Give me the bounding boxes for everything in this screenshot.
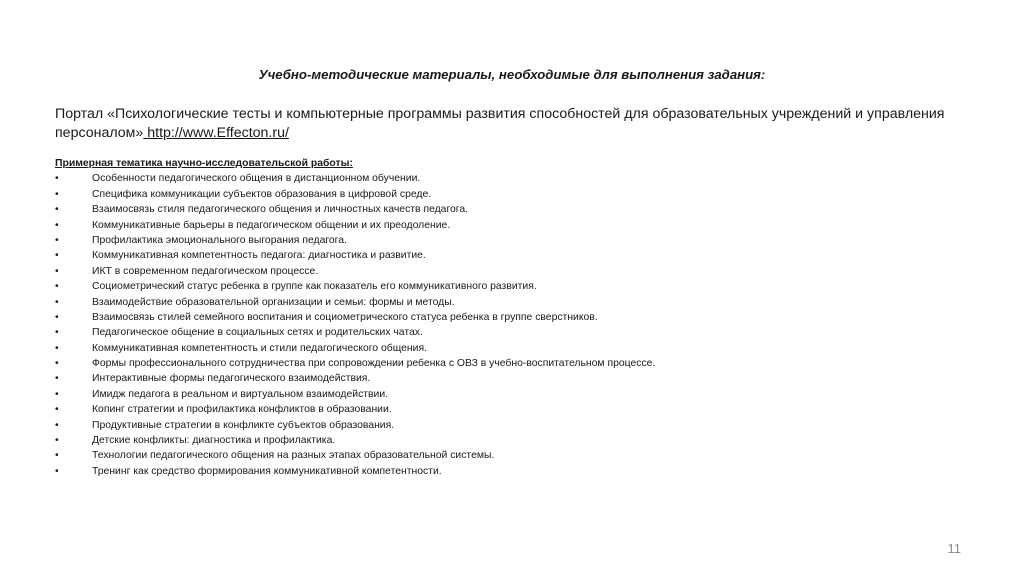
bullet-icon: • [55, 358, 59, 370]
list-item-text: Взаимодействие образовательной организации и семьи: формы и методы. [92, 296, 455, 308]
list-item [55, 433, 975, 448]
list-item-text: Тренинг как средство формирования коммуникативной компетентности. [92, 465, 442, 477]
list-item-text: Интерактивные формы педагогического взаимодействия. [92, 373, 371, 385]
list-item [55, 295, 975, 310]
list-item-text: Взаимосвязь стилей семейного воспитания и социометрического статуса ребенка в группе сверстников. [92, 311, 598, 323]
list-item [55, 264, 975, 279]
list-item [55, 402, 975, 417]
list-item [55, 464, 975, 479]
list-item [55, 371, 975, 386]
list-item [55, 341, 975, 356]
list-item-text: Коммуникативные барьеры в педагогическом общении и их преодоление. [92, 219, 451, 231]
list-item [55, 187, 975, 202]
bullet-icon: • [55, 404, 59, 416]
bullet-icon: • [55, 327, 59, 339]
bullet-icon: • [55, 250, 59, 262]
topic-list [55, 171, 975, 479]
portal-paragraph [55, 105, 975, 143]
list-item-text: Коммуникативная компетентность и стили педагогического общения. [92, 342, 427, 354]
page-number: 11 [947, 541, 961, 556]
list-item [55, 325, 975, 340]
list-item [55, 418, 975, 433]
list-item [55, 171, 975, 186]
topics-title: Примерная тематика научно-исследовательской работы: [55, 158, 353, 169]
topics-section [55, 156, 975, 479]
portal-text: Портал «Психологические тесты и компьютерные программы развития способностей для образовательных учреждений и управления персоналом» [55, 106, 945, 141]
list-item-text: ИКТ в современном педагогическом процессе. [92, 265, 319, 277]
bullet-icon: • [55, 234, 59, 246]
materials-heading: Учебно-методические материалы, необходимые для выполнения задания: [258, 67, 766, 82]
list-item [55, 356, 975, 371]
bullet-icon: • [55, 388, 59, 400]
list-item [55, 310, 975, 325]
list-item [55, 387, 975, 402]
list-item [55, 279, 975, 294]
bullet-icon: • [55, 435, 59, 447]
bullet-icon: • [55, 188, 59, 200]
list-item-text: Особенности педагогического общения в дистанционном обучении. [92, 173, 421, 185]
list-item-text: Социометрический статус ребенка в группе как показатель его коммуникативного развития. [92, 281, 537, 293]
list-item-text: Специфика коммуникации субъектов образования в цифровой среде. [92, 188, 432, 200]
portal-link[interactable]: http://www.Effecton.ru/ [143, 125, 289, 141]
list-item-text: Детские конфликты: диагностика и профилактика. [92, 435, 336, 447]
bullet-icon: • [55, 311, 59, 323]
bullet-icon: • [55, 219, 59, 231]
bullet-icon: • [55, 465, 59, 477]
bullet-icon: • [55, 204, 59, 216]
list-item-text: Коммуникативная компетентность педагога: диагностика и развитие. [92, 250, 426, 262]
list-item-text: Педагогическое общение в социальных сетях и родительских чатах. [92, 327, 423, 339]
list-item [55, 218, 975, 233]
list-item-text: Копинг стратегии и профилактика конфликтов в образовании. [92, 404, 392, 416]
bullet-icon: • [55, 450, 59, 462]
list-item-text: Профилактика эмоционального выгорания педагога. [92, 234, 347, 246]
list-item-text: Имидж педагога в реальном и виртуальном взаимодействии. [92, 388, 389, 400]
list-item [55, 233, 975, 248]
list-item [55, 202, 975, 217]
list-item-text: Продуктивные стратегии в конфликте субъектов образования. [92, 419, 395, 431]
list-item-text: Формы профессионального сотрудничества при сопровождении ребенка с ОВЗ в учебно-воспитательном процессе. [92, 358, 656, 370]
bullet-icon: • [55, 265, 59, 277]
bullet-icon: • [55, 373, 59, 385]
list-item [55, 448, 975, 463]
list-item-text: Технологии педагогического общения на разных этапах образовательной системы. [92, 450, 495, 462]
list-item [55, 248, 975, 263]
bullet-icon: • [55, 173, 59, 185]
bullet-icon: • [55, 281, 59, 293]
bullet-icon: • [55, 296, 59, 308]
bullet-icon: • [55, 419, 59, 431]
list-item-text: Взаимосвязь стиля педагогического общения и личностных качеств педагога. [92, 204, 469, 216]
bullet-icon: • [55, 342, 59, 354]
